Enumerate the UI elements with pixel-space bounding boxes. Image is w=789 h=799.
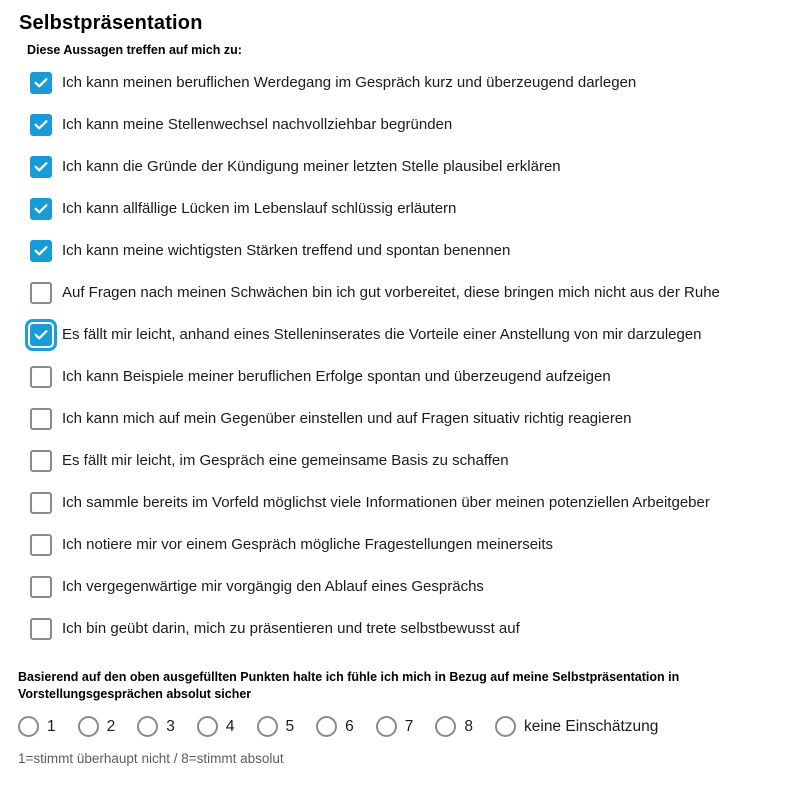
rating-options (18, 716, 771, 737)
radio-button-icon[interactable] (197, 716, 218, 737)
radio-button-icon[interactable] (316, 716, 337, 737)
checklist-item[interactable] (30, 450, 771, 473)
checklist-item-label: Ich sammle bereits im Vorfeld möglichst viele Informationen über meinen potenziellen Arbeitgeber (62, 494, 710, 511)
rating-option[interactable] (137, 716, 175, 737)
checklist-item-label: Ich kann allfällige Lücken im Lebenslauf schlüssig erläutern (62, 200, 457, 217)
checkmark-icon (33, 159, 49, 175)
checkbox-unchecked[interactable] (30, 408, 52, 430)
section-subtitle: Diese Aussagen treffen auf mich zu: (27, 43, 242, 57)
checklist-item-label: Ich kann mich auf mein Gegenüber einstellen und auf Fragen situativ richtig reagieren (62, 410, 632, 427)
radio-button-icon[interactable] (495, 716, 516, 737)
checklist-item-label: Ich notiere mir vor einem Gespräch mögliche Fragestellungen meinerseits (62, 536, 554, 553)
checklist-item[interactable] (30, 72, 771, 95)
checklist-item[interactable] (30, 366, 771, 389)
radio-button-icon[interactable] (257, 716, 278, 737)
rating-option[interactable] (18, 716, 56, 737)
radio-button-icon[interactable] (18, 716, 39, 737)
rating-legend: 1=stimmt überhaupt nicht / 8=stimmt absolut (18, 751, 284, 766)
checkbox-unchecked[interactable] (30, 282, 52, 304)
checklist-item[interactable] (30, 492, 771, 515)
checklist-item-label: Ich kann meinen beruflichen Werdegang im Gespräch kurz und überzeugend darlegen (62, 74, 637, 91)
checklist-item-label: Ich kann die Gründe der Kündigung meiner letzten Stelle plausibel erklären (62, 158, 561, 175)
checklist-item[interactable] (30, 156, 771, 179)
checklist-item-label: Ich kann meine wichtigsten Stärken treffend und spontan benennen (62, 242, 511, 259)
checklist-item[interactable] (30, 114, 771, 137)
checkmark-icon (33, 201, 49, 217)
checklist-item-label: Ich kann Beispiele meiner beruflichen Erfolge spontan und überzeugend aufzeigen (62, 368, 611, 385)
checkbox-unchecked[interactable] (30, 366, 52, 388)
checkbox-checked[interactable] (30, 114, 52, 136)
checkbox-unchecked[interactable] (30, 450, 52, 472)
checkmark-icon (33, 327, 49, 343)
checkbox-unchecked[interactable] (30, 576, 52, 598)
rating-option-label: 8 (464, 718, 473, 735)
checkbox-checked[interactable] (30, 324, 52, 346)
checklist-item-label: Ich vergegenwärtige mir vorgängig den Ablauf eines Gesprächs (62, 578, 484, 595)
checklist-item-label: Ich kann meine Stellenwechsel nachvollziehbar begründen (62, 116, 453, 133)
rating-option[interactable] (197, 716, 235, 737)
radio-button-icon[interactable] (78, 716, 99, 737)
checkbox-unchecked[interactable] (30, 618, 52, 640)
checkmark-icon (33, 75, 49, 91)
rating-option[interactable] (376, 716, 414, 737)
checklist-item-label: Es fällt mir leicht, anhand eines Stelleninserates die Vorteile einer Anstellung von mir darzulegen (62, 326, 702, 343)
rating-option[interactable] (78, 716, 116, 737)
rating-option[interactable] (257, 716, 295, 737)
checklist-item[interactable] (30, 618, 771, 641)
rating-option-label: keine Einschätzung (524, 718, 659, 735)
rating-option-label: 4 (225, 718, 235, 735)
checklist (18, 72, 771, 641)
rating-option[interactable] (316, 716, 354, 737)
rating-option-label: 6 (345, 718, 354, 735)
checklist-item[interactable] (30, 576, 771, 599)
radio-button-icon[interactable] (376, 716, 397, 737)
rating-option[interactable] (435, 716, 473, 737)
checklist-item[interactable] (30, 534, 771, 557)
page-title: Selbstpräsentation (19, 12, 203, 34)
checklist-item-label: Auf Fragen nach meinen Schwächen bin ich gut vorbereitet, diese bringen mich nicht aus der Ruhe (62, 284, 720, 301)
checkbox-unchecked[interactable] (30, 492, 52, 514)
checkbox-checked[interactable] (30, 240, 52, 262)
checkbox-checked[interactable] (30, 156, 52, 178)
checkmark-icon (33, 117, 49, 133)
checkbox-checked[interactable] (30, 198, 52, 220)
rating-option[interactable] (495, 716, 658, 737)
radio-button-icon[interactable] (435, 716, 456, 737)
checkbox-checked[interactable] (30, 72, 52, 94)
checklist-item[interactable] (30, 198, 771, 221)
checkbox-unchecked[interactable] (30, 534, 52, 556)
checklist-item[interactable] (30, 324, 771, 347)
checklist-item-label: Ich bin geübt darin, mich zu präsentieren und trete selbstbewusst auf (62, 620, 520, 637)
rating-option-label: 1 (47, 718, 56, 735)
rating-option-label: 2 (106, 718, 116, 735)
checklist-item[interactable] (30, 240, 771, 263)
checklist-item-label: Es fällt mir leicht, im Gespräch eine gemeinsame Basis zu schaffen (62, 452, 509, 469)
rating-option-label: 7 (404, 718, 414, 735)
checkmark-icon (33, 243, 49, 259)
rating-option-label: 5 (285, 718, 295, 735)
rating-option-label: 3 (166, 718, 175, 735)
rating-question: Basierend auf den oben ausgefüllten Punkten halte ich fühle ich mich in Bezug auf meine Selbstpräsentation in Vorstellungsgesprächen absolut sicher (18, 670, 680, 701)
checklist-item[interactable] (30, 282, 771, 305)
radio-button-icon[interactable] (137, 716, 158, 737)
checklist-item[interactable] (30, 408, 771, 431)
